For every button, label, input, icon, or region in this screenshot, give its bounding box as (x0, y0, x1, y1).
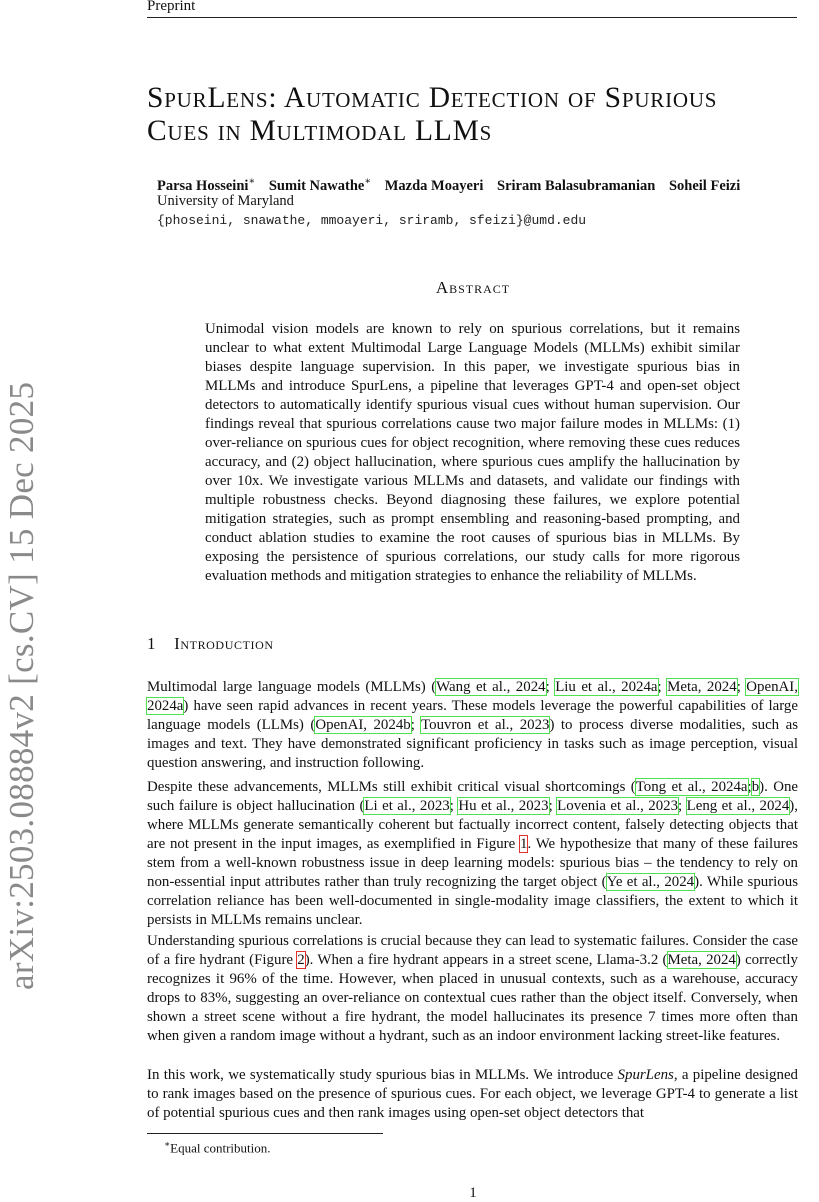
citation-link[interactable]: Leng et al., 2024 (686, 798, 790, 814)
citation-link[interactable]: Touvron et al., 2023 (421, 717, 550, 733)
header-rule (147, 17, 797, 18)
section-number: 1 (147, 634, 157, 653)
author: Mazda Moayeri (384, 177, 484, 194)
author: Soheil Feizi (668, 177, 741, 194)
citation-link[interactable]: Li et al., 2023 (364, 798, 450, 814)
intro-paragraph-4: In this work, we systematically study spurious bias in MLLMs. We introduce SpurLens, a pipeline designed to rank images based on the presence of spurious cues. For each object, we leverage GPT-4 to generate a list of potential spurious cues and then rank images using open-set object detectors that (147, 1067, 798, 1121)
running-header: Preprint (147, 0, 196, 14)
footnote: ∗Equal contribution. (164, 1139, 271, 1156)
author: Sumit Nawathe∗ (268, 176, 372, 194)
citation-link[interactable]: Liu et al., 2024a (555, 679, 658, 695)
figure-reference-link[interactable]: 2 (297, 952, 305, 968)
citation-link[interactable]: Lovenia et al., 2023 (557, 798, 679, 814)
intro-paragraph-2: Despite these advancements, MLLMs still exhibit critical visual shortcomings (Tong et al., 2024a;b). One such failure is object hallucination (Li et al., 2023; Hu et al., 2023; Lovenia et al., 2023; Leng et al., 2024), where MLLMs generate semantically coherent but factually incorrect content, falsely detecting objects that are not present in the input images, as exemplified in Figure 1. We hypothesize that many of these failures stem from a well-known robustness issue in deep learning models: spurious bias – the tendency to rely on non-essential input attributes rather than truly recognizing the target object (Ye et al., 2024). While spurious correlation reliance has been well-documented in single-modality image classifiers, the extent to which it persists in MLLMs remains unclear. (147, 779, 799, 928)
citation-link[interactable]: b (751, 779, 760, 795)
citation-link[interactable]: Wang et al., 2024 (436, 679, 546, 695)
citation-link[interactable]: Hu et al., 2023 (458, 798, 549, 814)
page-number: 1 (469, 1185, 477, 1201)
citation-link[interactable]: Meta, 2024 (667, 952, 736, 968)
author: Parsa Hosseini∗ (157, 176, 256, 194)
citation-link[interactable]: Tong et al., 2024a (635, 779, 748, 795)
citation-link[interactable]: OpenAI, 2024b (315, 717, 411, 733)
method-name: SpurLens (617, 1067, 674, 1083)
citation-link[interactable]: OpenAI, 2024a (147, 679, 798, 714)
intro-paragraph-1: Multimodal large language models (MLLMs) (Wang et al., 2024; Liu et al., 2024a; Meta, 2024; OpenAI, 2024a) have seen rapid advances in recent years. These models leverage the powerful capabilities of large language models (LLMs) (OpenAI, 2024b; Touvron et al., 2023) to process diverse modalities, such as images and text. They have demonstrated significant proficiency in tasks such as image perception, visual question answering, and instruction following. (147, 679, 799, 771)
paper-title (147, 82, 819, 148)
author-emails: {phoseini, snawathe, mmoayeri, sriramb, sfeizi}@umd.edu (157, 213, 587, 228)
abstract-heading: Abstract (435, 278, 511, 297)
section-title: Introduction (174, 634, 274, 653)
arxiv-identifier-stamp: arXiv:2503.08884v2 [cs.CV] 15 Dec 2025 (2, 381, 41, 990)
abstract-body: Unimodal vision models are known to rely on spurious correlations, but it remains unclear to what extent Multimodal Large Language Models (MLLMs) exhibit similar biases despite language supervision. In this paper, we investigate spurious bias in MLLMs and introduce SpurLens, a pipeline that leverages GPT-4 and open-set object detectors to automatically identify spurious visual cues without human supervision. Our findings reveal that spurious correlations cause two major failure modes in MLLMs: (1) over-reliance on spurious cues for object recognition, where removing these cues reduces accuracy, and (2) object hallucination, where spurious cues amplify the hallucination by over 10x. We investigate various MLLMs and datasets, and validate our findings with multiple robustness checks. Beyond diagnosing these failures, we explore potential mitigation strategies, such as prompt ensembling and reasoning-based prompting, and conduct ablation studies to examine the root causes of spurious bias in MLLMs. By exposing the persistence of spurious correlations, our study calls for more rigorous evaluation methods and mitigation strategies to enhance the reliability of MLLMs. (205, 321, 740, 584)
author-list (157, 176, 750, 195)
citation-link[interactable]: Ye et al., 2024 (606, 874, 695, 890)
affiliation: University of Maryland (157, 193, 294, 209)
section-heading-introduction (147, 634, 274, 654)
intro-paragraph-3: Understanding spurious correlations is crucial because they can lead to systematic failures. Consider the case of a fire hydrant (Figure 2). When a fire hydrant appears in a street scene, Llama-3.2 (Meta, 2024) correctly recognizes it 96% of the time. However, when placed in unusual contexts, such as a warehouse, accuracy drops to 83%, suggesting an over-reliance on contextual cues rather than the object itself. Conversely, when shown a street scene without a fire hydrant, the model hallucinates its presence 7 times more often than when given a random image without a hydrant, such as an indoor environment lacking street-like features. (147, 933, 798, 1044)
title-line-2: Cues in Multimodal LLMs (147, 115, 493, 147)
title-line-1: SpurLens: Automatic Detection of Spurious (147, 82, 718, 114)
footnote-rule (147, 1133, 383, 1134)
author: Sriram Balasubramanian (497, 177, 656, 194)
figure-reference-link[interactable]: 1 (520, 836, 528, 852)
citation-link[interactable]: Meta, 2024 (667, 679, 737, 695)
